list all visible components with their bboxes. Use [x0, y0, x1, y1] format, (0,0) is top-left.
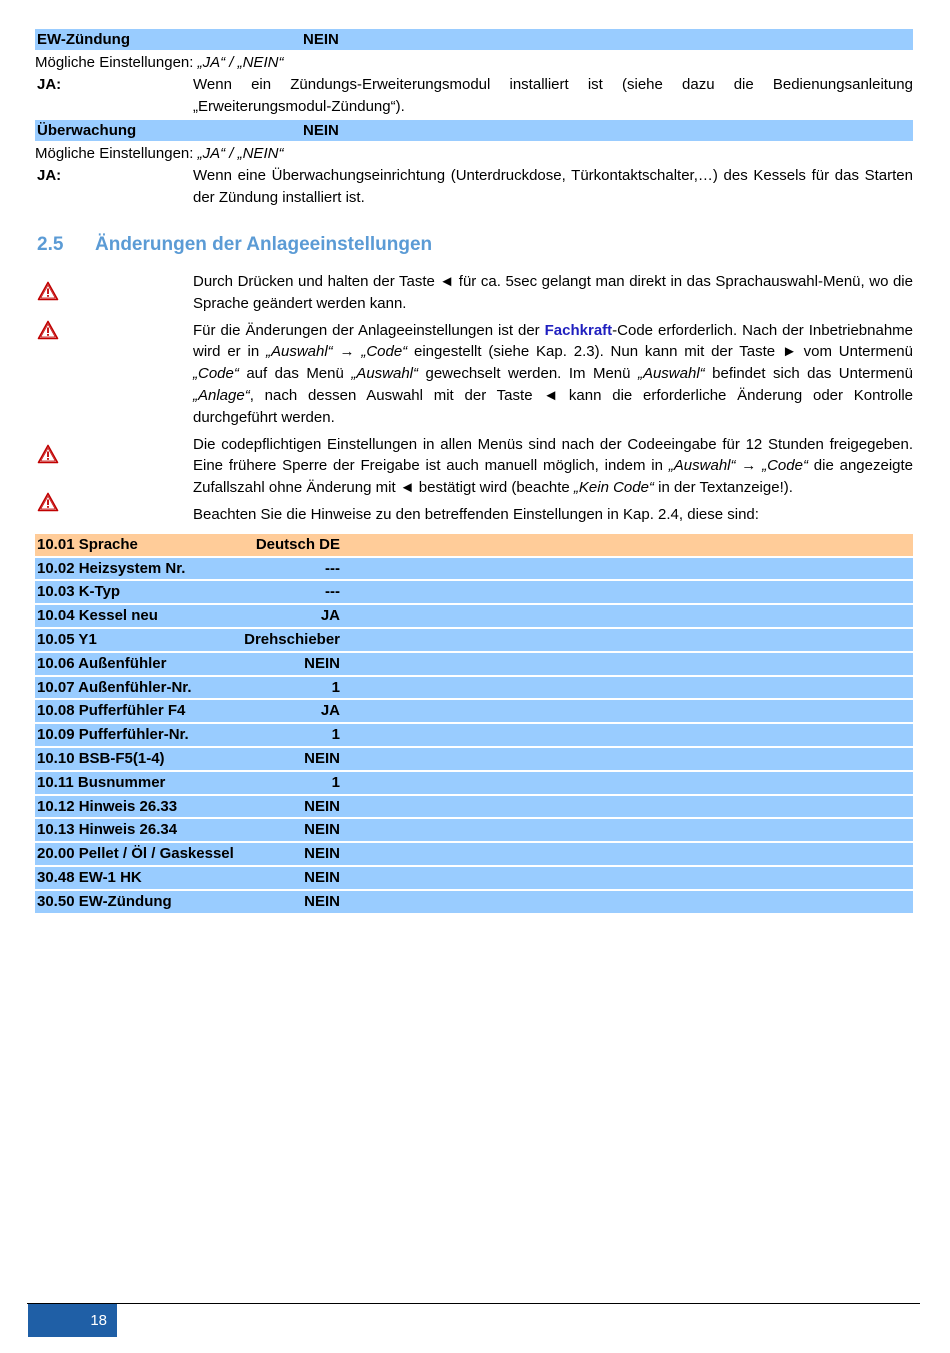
- definition: [35, 74, 913, 118]
- definition: [35, 165, 913, 209]
- table-value: NEIN: [304, 749, 340, 767]
- table-value: NEIN: [304, 797, 340, 815]
- page-number: 18: [28, 1304, 117, 1337]
- table-row: [35, 748, 913, 772]
- table-value: NEIN: [304, 868, 340, 886]
- section-title: Änderungen der Anlageeinstellungen: [95, 234, 433, 255]
- table-row: [35, 867, 913, 891]
- fachkraft-label: Fachkraft: [544, 321, 613, 339]
- settings-options: „JA“ / „NEIN“: [197, 54, 284, 71]
- setting-bar-ew-zuendung: [35, 29, 913, 52]
- table-value: NEIN: [304, 654, 340, 672]
- table-key: 10.10 BSB-F5(1-4): [37, 749, 165, 767]
- table-key: 10.03 K-Typ: [37, 583, 121, 601]
- table-key: 10.02 Heizsystem Nr.: [37, 559, 186, 577]
- table-key: 10.13 Hinweis 26.34: [37, 821, 178, 839]
- settings-options-line: Mögliche Einstellungen: „JA“ / „NEIN“: [35, 145, 284, 162]
- table-row: [35, 558, 913, 582]
- table-value: JA: [320, 702, 340, 720]
- table-row: [35, 772, 913, 796]
- definition-text: Wenn ein Zündungs-Erweiterungsmodul installiert ist (siehe dazu die Bedienungsanleitung „Erweiterungsmodul-Zündung“).: [193, 76, 913, 115]
- section-heading: [35, 231, 913, 259]
- table-value: 1: [331, 773, 340, 791]
- table-row: [35, 700, 913, 724]
- warning-icon: [37, 444, 59, 464]
- page-content: [35, 29, 913, 915]
- table-key: 10.01 Sprache: [37, 535, 138, 553]
- footer-divider: [27, 1303, 920, 1304]
- table-value: ---: [325, 583, 340, 601]
- table-key: 10.07 Außenfühler-Nr.: [37, 678, 192, 696]
- table-row: [35, 819, 913, 843]
- warning-icon: [37, 281, 59, 301]
- table-row: [35, 629, 913, 653]
- table-value: NEIN: [304, 821, 340, 839]
- table-key: 30.50 EW-Zündung: [37, 892, 172, 910]
- table-value: 1: [331, 726, 340, 744]
- table-key: 10.06 Außenfühler: [37, 654, 167, 672]
- setting-bar-ueberwachung: [35, 120, 913, 143]
- section-number: 2.5: [37, 234, 64, 255]
- table-key: 10.04 Kessel neu: [37, 607, 158, 625]
- setting-value: NEIN: [303, 122, 339, 139]
- table-key: 10.08 Pufferfühler F4: [37, 702, 186, 720]
- table-key: 10.11 Busnummer: [37, 773, 166, 791]
- table-row: [35, 677, 913, 701]
- table-key: 20.00 Pellet / Öl / Gaskessel: [37, 845, 234, 863]
- definition-label: JA:: [37, 76, 62, 93]
- settings-options-line: Mögliche Einstellungen: „JA“ / „NEIN“: [35, 54, 284, 71]
- definition-text: Wenn eine Überwachungseinrichtung (Unterdruckdose, Türkontaktschalter,…) des Kessels für das Starten der Zündung installiert ist.: [193, 167, 913, 206]
- setting-name: Überwachung: [37, 122, 137, 139]
- warning-icon: [37, 320, 59, 340]
- table-value: JA: [320, 607, 340, 625]
- table-key: 10.12 Hinweis 26.33: [37, 797, 178, 815]
- table-row: [35, 724, 913, 748]
- table-row: [35, 534, 913, 558]
- note-3: Die codepflichtigen Einstellungen in allen Menüs sind nach der Codeeingabe für 12 Stunden freigegeben. Eine frühere Sperre der Freigabe ist auch manuell möglich, indem in „Auswahl“ → „Code“ die angezeigte Zufallszahl ohne Änderung mit ◄ bestätigt wird (beachte „Kein Code“ in der Textanzeige!).: [35, 434, 913, 499]
- table-row: [35, 891, 913, 915]
- note-1: Durch Drücken und halten der Taste ◄ für ca. 5sec gelangt man direkt in das Sprachauswahl-Menü, wo die Sprache geändert werden kann.: [35, 271, 913, 315]
- table-row: [35, 605, 913, 629]
- table-value: ---: [325, 559, 340, 577]
- setting-value: NEIN: [303, 31, 339, 48]
- table-value: NEIN: [304, 845, 340, 863]
- note-2: Für die Änderungen der Anlageeinstellungen ist der Fachkraft-Code erforderlich. Nach der Inbetriebnahme wird er in „Auswahl“ → „Code“ eingestellt (siehe Kap. 2.3). Nun kann mit der Taste ► vom Untermenü „Code“ auf das Menü „Auswahl“ gewechselt werden. Im Menü „Auswahl“ befindet sich das Untermenü „Anlage“, nach dessen Auswahl mit der Taste ◄ kann die erforderliche Änderung oder Kontrolle durchgeführt werden.: [35, 320, 913, 429]
- note-4: Beachten Sie die Hinweise zu den betreffenden Einstellungen in Kap. 2.4, diese sind:: [35, 504, 913, 526]
- table-row: [35, 796, 913, 820]
- table-value: Deutsch DE: [255, 535, 340, 553]
- table-key: 30.48 EW-1 HK: [37, 868, 142, 886]
- settings-table: [35, 534, 913, 915]
- table-row: [35, 653, 913, 677]
- table-key: 10.09 Pufferfühler-Nr.: [37, 726, 189, 744]
- warning-icon: [37, 492, 59, 512]
- table-value: Drehschieber: [244, 630, 340, 648]
- definition-label: JA:: [37, 167, 62, 184]
- table-row: [35, 843, 913, 867]
- setting-name: EW-Zündung: [37, 31, 130, 48]
- table-row: [35, 581, 913, 605]
- table-value: NEIN: [304, 892, 340, 910]
- settings-options: „JA“ / „NEIN“: [197, 145, 284, 162]
- table-value: 1: [331, 678, 340, 696]
- table-key: 10.05 Y1: [37, 630, 97, 648]
